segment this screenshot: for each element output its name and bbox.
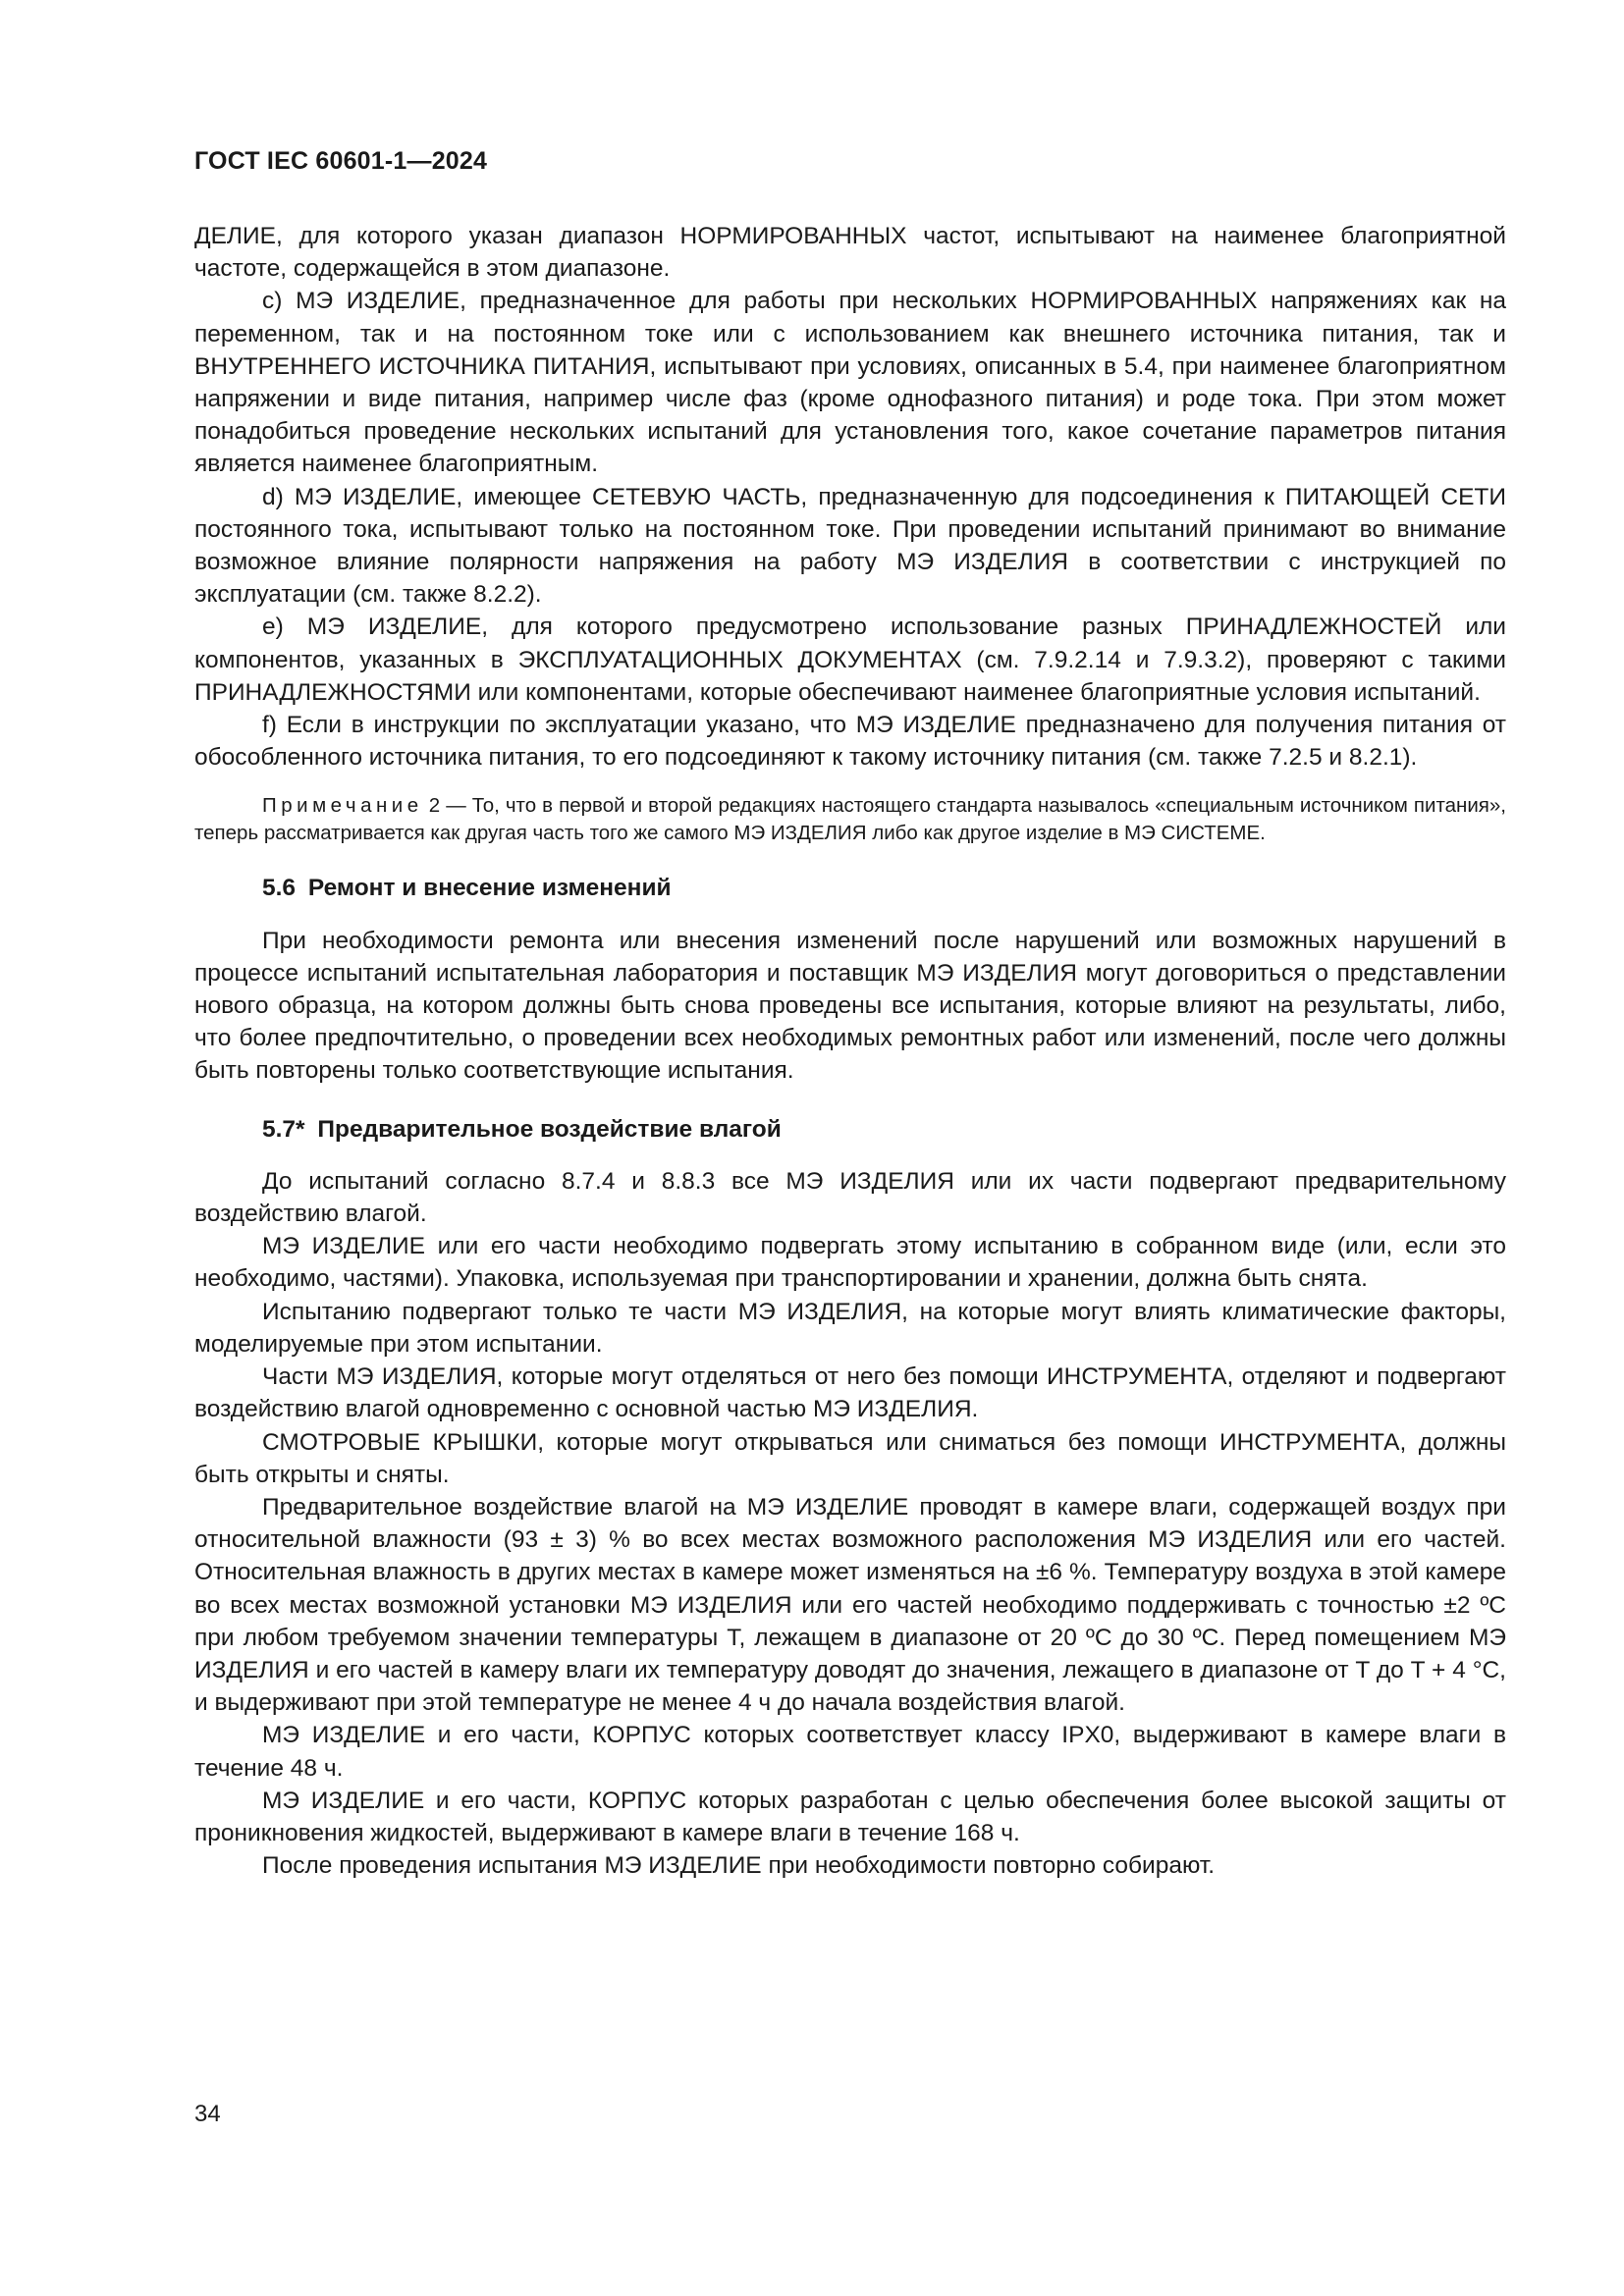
paragraph: При необходимости ремонта или внесения изменений после нарушений или возможных нарушений в процессе испытаний испытательная лаборатория и поставщик МЭ ИЗДЕЛИЯ могут договориться о представлении нового образца, на котором должны быть снова проведены все испытания, которые влияют на результаты, либо, что более предпочтительно, о проведении всех необходимых ремонтных работ или изменений, после чего должны быть повторены только соответствующие испытания. bbox=[194, 927, 1506, 1085]
paragraph-continuation: ДЕЛИЕ, для которого указан диапазон НОРМИРОВАННЫХ частот, испытывают на наименее благоприятной частоте, содержащейся в этом диапазоне. bbox=[194, 223, 1506, 283]
note-label: Примечание bbox=[262, 794, 423, 818]
paragraph: Предварительное воздействие влагой на МЭ ИЗДЕЛИЕ проводят в камере влаги, содержащей воздух при относительной влажности (93 ± 3) % во всех местах возможного расположения МЭ ИЗДЕЛИЯ или его частей. Относительная влажность в других местах в камере может изменяться на ±6 %. Температуру воздуха в этой камере во всех местах возможной установки МЭ ИЗДЕЛИЯ или его частей необходимо поддерживать с точностью ±2 ºС при любом требуемом значении температуры T, лежащем в диапазоне от 20 ºС до 30 ºС. Перед помещением МЭ ИЗДЕЛИЯ и его частей в камеру влаги их температуру доводят до значения, лежащего в диапазоне от T до T + 4 °С, и выдерживают при этой температуре не менее 4 ч до начала воздействия влагой. bbox=[194, 1493, 1506, 1717]
document-header: ГОСТ IEC 60601-1—2024 bbox=[194, 147, 488, 175]
section-heading-5-7 bbox=[262, 1113, 1506, 1146]
section-number: 5.6 bbox=[262, 875, 297, 902]
paragraph: Части МЭ ИЗДЕЛИЯ, которые могут отделяться от него без помощи ИНСТРУМЕНТА, отделяют и подвергают воздействию влагой одновременно с основной частью МЭ ИЗДЕЛИЯ. bbox=[194, 1363, 1506, 1423]
section-heading-5-6 bbox=[262, 872, 1506, 904]
list-item-e: e) МЭ ИЗДЕЛИЕ, для которого предусмотрено использование разных ПРИНАДЛЕЖНОСТЕЙ или компонентов, указанных в ЭКСПЛУАТАЦИОННЫХ ДОКУМЕНТАХ (см. 7.9.2.14 и 7.9.3.2), проверяют с такими ПРИНАДЛЕЖНОСТЯМИ или компонентами, которые обеспечивают наименее благоприятные условия испытаний. bbox=[194, 614, 1506, 706]
paragraph: МЭ ИЗДЕЛИЕ и его части, КОРПУС которых разработан с целью обеспечения более высокой защиты от проникновения жидкостей, выдерживают в камере влаги в течение 168 ч. bbox=[194, 1787, 1506, 1846]
page-number: 34 bbox=[194, 2101, 221, 2127]
section-title: Предварительное воздействие влагой bbox=[317, 1115, 782, 1143]
paragraph: МЭ ИЗДЕЛИЕ и его части, КОРПУС которых соответствует классу IPX0, выдерживают в камере влаги в течение 48 ч. bbox=[194, 1722, 1506, 1782]
section-number: 5.7* bbox=[262, 1115, 305, 1143]
section-title: Ремонт и внесение изменений bbox=[307, 875, 672, 902]
page-body bbox=[194, 220, 1506, 1882]
paragraph: СМОТРОВЫЕ КРЫШКИ, которые могут открываться или сниматься без помощи ИНСТРУМЕНТА, должны быть открыты и сняты. bbox=[194, 1428, 1506, 1488]
paragraph: Испытанию подвергают только те части МЭ ИЗДЕЛИЯ, на которые могут влиять климатические факторы, моделируемые при этом испытании. bbox=[194, 1298, 1506, 1358]
list-item-d: d) МЭ ИЗДЕЛИЕ, имеющее СЕТЕВУЮ ЧАСТЬ, предназначенную для подсоединения к ПИТАЮЩЕЙ СЕТИ постоянного тока, испытывают только на постоянном токе. При проведении испытаний принимают во внимание возможное влияние полярности напряжения на работу МЭ ИЗДЕЛИЯ в соответствии с инструкцией по эксплуатации (см. также 8.2.2). bbox=[194, 483, 1506, 609]
list-item-c: c) МЭ ИЗДЕЛИЕ, предназначенное для работы при нескольких НОРМИРОВАННЫХ напряжениях как на переменном, так и на постоянном токе или с использованием как внешнего источника питания, так и ВНУТРЕННЕГО ИСТОЧНИКА ПИТАНИЯ, испытывают при условиях, описанных в 5.4, при наименее благоприятном напряжении и виде питания, например числе фаз (кроме однофазного питания) и роде тока. При этом может понадобиться проведение нескольких испытаний для установления того, какое сочетание параметров питания является наименее благоприятным. bbox=[194, 288, 1506, 478]
note-text: 2 — То, что в первой и второй редакциях настоящего стандарта называлось «специальным источником питания», теперь рассматривается как другая часть того же самого МЭ ИЗДЕЛИЯ либо как другое изделие в МЭ СИСТЕМЕ. bbox=[194, 794, 1506, 844]
paragraph: МЭ ИЗДЕЛИЕ или его части необходимо подвергать этому испытанию в собранном виде (или, если это необходимо, частями). Упаковка, используемая при транспортировании и хранении, должна быть снята. bbox=[194, 1233, 1506, 1293]
note bbox=[194, 792, 1506, 846]
list-item-f: f) Если в инструкции по эксплуатации указано, что МЭ ИЗДЕЛИЕ предназначено для получения питания от обособленного источника питания, то его подсоединяют к такому источнику питания (см. также 7.2.5 и 8.2.1). bbox=[194, 712, 1506, 772]
paragraph: До испытаний согласно 8.7.4 и 8.8.3 все МЭ ИЗДЕЛИЯ или их части подвергают предварительному воздействию влагой. bbox=[194, 1167, 1506, 1228]
paragraph: После проведения испытания МЭ ИЗДЕЛИЕ при необходимости повторно собирают. bbox=[262, 1852, 1216, 1880]
